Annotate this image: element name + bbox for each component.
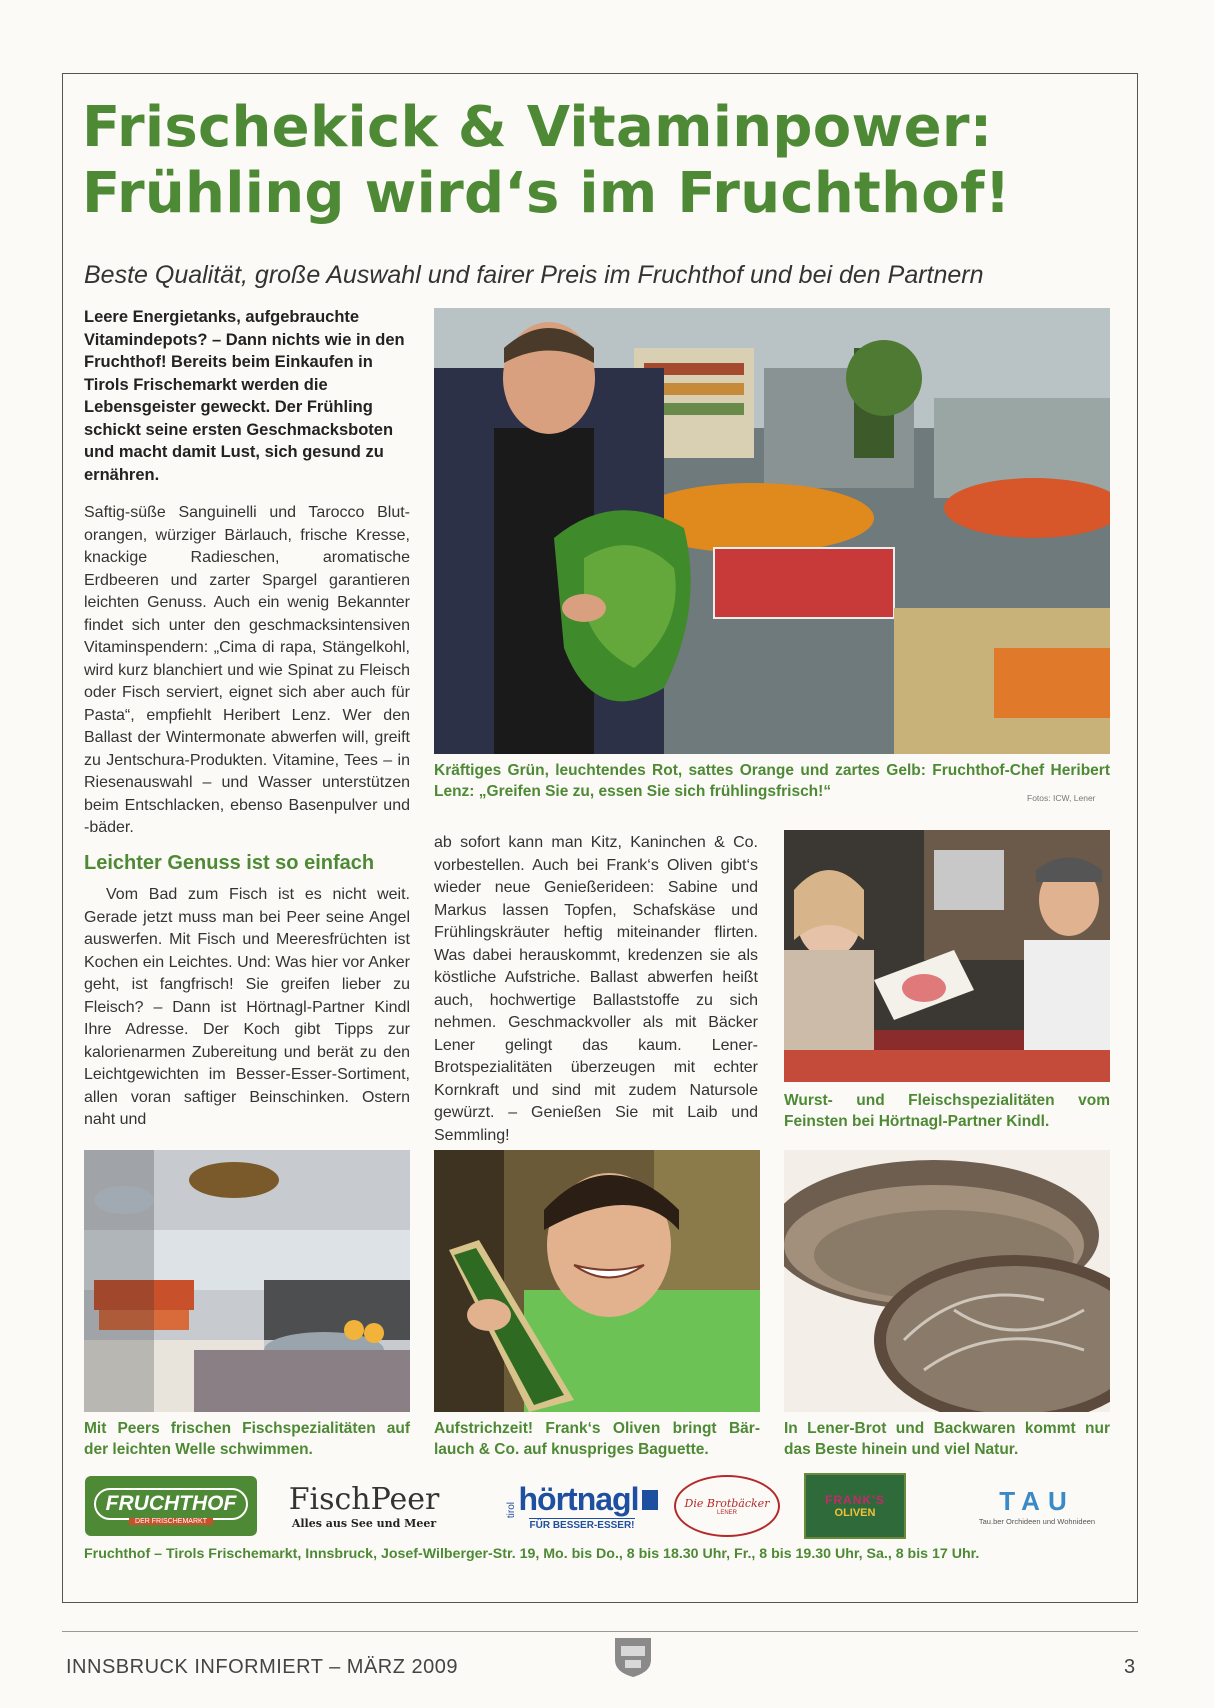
hoertnagl-prefix: tirol — [505, 1501, 517, 1518]
article-lead: Leere Energietanks, aufgebrauchte Vitamindepots? – Dann nichts wie in den Fruchthof! Bereits beim Einkaufen in Tirols Frischemarkt werden die Lebensgeister geweckt. Der Frühling schickt seine ersten Geschmacksboten und macht damit Lust, sich gesund zu ernähren. — [84, 308, 405, 484]
photo-olives — [434, 1150, 760, 1412]
caption-butcher: Wurst- und Fleischspezialitäten vom Feinsten bei Hörtnagl-Partner Kindl. — [784, 1092, 1110, 1130]
article-subtitle: Beste Qualität, große Auswahl und fairer Preis im Fruchthof und bei den Partnern — [84, 261, 984, 289]
caption-fish: Mit Peers frischen Fischspezialitäten auf der leichten Welle schwimmen. — [84, 1420, 410, 1458]
opening-hours: Fruchthof – Tirols Frischemarkt, Innsbruck, Josef-Wilberger-Str. 19, Mo. bis Do., 8 bis 18.30 Uhr, Fr., 8 bis 19.30 Uhr, Sa., 8 bis 17 Uhr. — [84, 1546, 980, 1562]
logo-brotbaecker — [674, 1473, 780, 1539]
headline-line-1: Frischekick & Vitaminpower: — [82, 95, 993, 160]
magazine-title: INNSBRUCK INFORMIERT – MÄRZ 2009 — [66, 1656, 459, 1678]
tau-tagline: Tau.ber Orchideen und Wohnideen — [978, 1517, 1096, 1526]
left-column — [84, 306, 410, 1132]
logo-franks-oliven — [804, 1473, 906, 1539]
brotbaecker-wordmark: Die Brotbäcker — [684, 1496, 770, 1510]
paragraph-1: Saftig-süße Sanguinelli und Tarocco Blut-orangen, würziger Bärlauch, frische Kresse, knackige Radieschen, aromatische Erdbeeren und zarter Spargel garantieren leichten Genuss. Auch ein wenig Bekannter findet sich unter den geschmacksintensiven Vitaminspendern: „Cima di rapa, Stängelkohl, wird kurz blanchiert und wie Spinat zu Fleisch oder Fisch serviert, eignet sich aber auch für Pasta“, empfiehlt Heribert Lenz. Wer den Ballast der Wintermonate abwerfen will, greift zu Jentschura-Produkten. Vitamine, Tees – in Riesenauswahl – und Wasser unterstützen beim Entschlacken, ebenso Basenpulver und -bäder. — [84, 504, 410, 836]
logo-hoertnagl — [494, 1473, 670, 1539]
fruchthof-tagline: DER FRISCHEMARKT — [129, 1518, 213, 1525]
brotbaecker-tagline: LENER — [716, 1509, 737, 1516]
sponsor-logos — [84, 1473, 1124, 1545]
hoertnagl-tagline: FÜR BESSER-ESSER! — [529, 1520, 635, 1531]
logo-fischpeer — [284, 1473, 444, 1539]
fischpeer-tagline: Alles aus See und Meer — [291, 1517, 437, 1530]
paragraph-3: ab sofort kann man Kitz, Kaninchen & Co. vorbestellen. Auch bei Frank‘s Oliven gibt‘s wieder neue Genießerideen: Sabine und Markus lassen Topfen, Schafskäse und Frühlingskräuter heftig miteinander flirten. Was dabei herauskommt, kredenzen sie als köstliche Aufstriche. Ballast abwerfen heißt auch, hochwertige Ballaststoffe zu sich nehmen. Geschmackvoller als mit Bäcker Lener gelingt das kaum. Lener-Brotspezialitäten überzeugen mit echter Kornkraft und sind mit zudem Natursole gewürzt. – Genießen Sie mit Laib und Semmling! — [434, 834, 758, 1144]
photo-butcher — [784, 830, 1110, 1082]
page-divider — [62, 1631, 1138, 1632]
article-headline — [82, 95, 1122, 227]
tau-wordmark: TAU — [999, 1486, 1075, 1516]
city-crest-icon — [613, 1634, 653, 1678]
page-number: 3 — [1124, 1656, 1136, 1678]
logo-tau — [950, 1473, 1124, 1539]
fischpeer-wordmark: FischPeer — [288, 1482, 440, 1517]
section-subhead: Leichter Genuss ist so einfach — [84, 851, 375, 874]
franks-wordmark: FRANK'S — [825, 1493, 885, 1507]
logo-fruchthof — [84, 1473, 258, 1539]
photo-market-chef — [434, 308, 1110, 754]
franks-tagline: OLIVEN — [834, 1507, 876, 1519]
hoertnagl-emblem-icon — [642, 1490, 658, 1510]
hoertnagl-wordmark: hörtnagl — [518, 1481, 639, 1517]
fruchthof-wordmark: FRUCHTHOF — [94, 1488, 249, 1520]
photo-credit: Fotos: ICW, Lener — [1027, 793, 1096, 803]
photo-fish — [84, 1150, 410, 1412]
caption-bread: In Lener-Brot und Backwaren kommt nur das Beste hinein und viel Natur. — [784, 1420, 1110, 1458]
photo-bread — [784, 1150, 1110, 1412]
headline-line-2: Frühling wird‘s im Fruchthof! — [82, 161, 1011, 227]
caption-olives: Aufstrichzeit! Frank‘s Oliven bringt Bärlauch & Co. auf knuspriges Baguette. — [434, 1420, 760, 1458]
middle-column — [434, 832, 758, 1147]
paragraph-2: Vom Bad zum Fisch ist es nicht weit. Gerade jetzt muss man bei Peer seine Angel auswerfen. Mit Fisch und Meeresfrüchten ist Kochen ein Leichtes. Und: Was hier vor Anker geht, ist fangfrisch! Sie greifen lieber zu Fleisch? – Dann ist Hörtnagl-Partner Kindl Ihre Adresse. Der Koch gibt Tipps zur kalorienarmen Zubereitung und berät zu den Leichtgewichten im Besser-Esser-Sortiment, allen voran saftiger Beinschinken. Ostern naht und — [84, 886, 410, 1128]
caption-main-photo: Kräftiges Grün, leuchtendes Rot, sattes Orange und zartes Gelb: Fruchthof-Chef Heribert Lenz: „Greifen Sie zu, essen Sie sich frühlingsfrisch!“ — [434, 762, 1110, 800]
